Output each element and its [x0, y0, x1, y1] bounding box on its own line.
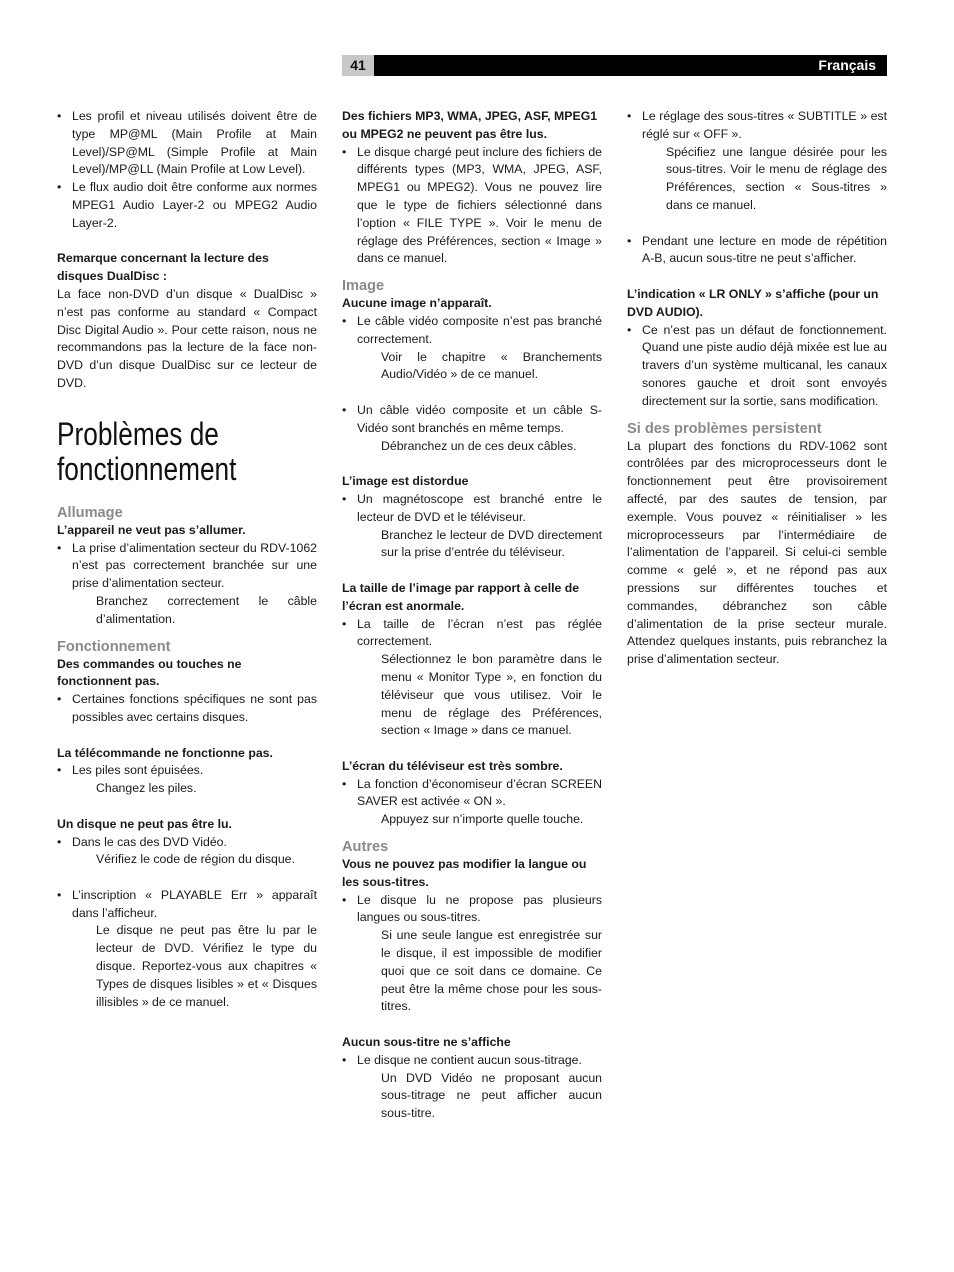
solution-text: Voir le chapitre « Branchements Audio/Vidéo » de ce manuel. [381, 349, 602, 382]
solution-text: Vérifiez le code de région du disque. [96, 852, 295, 867]
list-item: • La fonction d’économiseur d’écran SCREEN SAVER est activée « ON ». [342, 776, 602, 812]
solution-text: Le disque ne peut pas être lu par le lecteur de DVD. Vérifiez le type du disque. Reportez-vous aux chapitres « Types de disques lisibles » et « Disques illisibles » de ce manuel. [96, 923, 317, 1009]
question-heading: Aucun sous-titre ne s’affiche [342, 1035, 511, 1050]
page-number: 41 [342, 55, 374, 76]
solution-text: Débranchez un de ces deux câbles. [381, 438, 577, 453]
section-heading: Autres [342, 839, 389, 856]
list-item: • Dans le cas des DVD Vidéo. [57, 834, 317, 852]
question-heading: Des commandes ou touches ne fonctionnent pas. [57, 656, 242, 689]
list-item: • Le câble vidéo composite n’est pas branché correctement. [342, 313, 602, 349]
section-heading: Fonctionnement [57, 638, 171, 655]
solution-text: Appuyez sur n’importe quelle touche. [381, 812, 584, 827]
question-heading: Des fichiers MP3, WMA, JPEG, ASF, MPEG1 ou MPEG2 ne peuvent pas être lus. [342, 109, 598, 141]
solution-text: Branchez le lecteur de DVD directement sur la prise d’entrée du téléviseur. [381, 527, 602, 560]
list-item: • Le flux audio doit être conforme aux normes MPEG1 Audio Layer-2 ou MPEG2 Audio Layer-2. [57, 179, 317, 232]
question-heading: Un disque ne peut pas être lu. [57, 816, 232, 831]
section-heading: Allumage [57, 504, 123, 521]
column-1 [57, 108, 317, 1011]
solution-text: Un DVD Vidéo ne proposant aucun sous-titrage ne peut afficher aucun sous-titre. [381, 1070, 602, 1121]
question-heading: L’indication « LR ONLY » s’affiche (pour un DVD AUDIO). [627, 286, 879, 319]
solution-text: Changez les piles. [96, 781, 197, 796]
list-item: • Pendant une lecture en mode de répétition A-B, aucun sous-titre ne peut s’afficher. [627, 233, 887, 269]
list-item: • Les profil et niveau utilisés doivent être de type MP@ML (Main Profile at Main Level)/SP@ML (Simple Profile at Main Level)/MP@LL (Main Profile at Low Level). [57, 108, 317, 179]
list-item: • L’inscription « PLAYABLE Err » apparaît dans l’afficheur. [57, 887, 317, 923]
list-item: • Le disque chargé peut inclure des fichiers de différents types (MP3, WMA, JPEG, ASF, MPEG1 ou MPEG2). Vous ne pouvez lire que le type de fichiers sélectionné dans l’option « FILE TYPE ». Voir le menu de réglage des Préférences, section « Image » dans ce manuel. [342, 144, 602, 269]
paragraph: La face non-DVD d’un disque « DualDisc » n’est pas conforme au standard « Compact Disc Digital Audio ». Pour cette raison, nous ne recommandons pas la lecture de la face non-DVD d’un disque DualDisc sur ce lecteur de DVD. [57, 286, 317, 390]
list-item: • Le disque lu ne propose pas plusieurs langues ou sous-titres. [342, 892, 602, 928]
solution-text: Branchez correctement le câble d’alimentation. [96, 593, 317, 626]
question-heading: La taille de l’image par rapport à celle de l’écran est anormale. [342, 580, 580, 613]
solution-text: Spécifiez une langue désirée pour les sous-titres. Voir le menu de réglage des Préférences, section « Sous-titres » dans ce manuel. [666, 144, 887, 212]
question-heading: L’appareil ne veut pas s’allumer. [57, 522, 246, 537]
question-heading: La télécommande ne fonctionne pas. [57, 745, 273, 760]
question-heading: L’image est distordue [342, 474, 469, 489]
solution-text: Sélectionnez le bon paramètre dans le menu « Monitor Type », en fonction du téléviseur que vous utilisez. Voir le menu de réglage des Préférences, section « Image » dans ce manuel. [381, 652, 602, 738]
list-item: • Le disque ne contient aucun sous-titrage. [342, 1052, 602, 1070]
column-2 [342, 108, 602, 1123]
section-heading: Image [342, 278, 385, 295]
list-item: • Ce n’est pas un défaut de fonctionnement. Quand une piste audio déjà mixée est lue au travers d’un système multicanal, les canaux sonores gauche et droit sont envoyés directement sur la sortie, sans modification. [627, 322, 887, 411]
question-heading: Vous ne pouvez pas modifier la langue ou les sous-titres. [342, 857, 587, 889]
question-heading: Remarque concernant la lecture des disques DualDisc : [57, 251, 269, 284]
question-heading: Aucune image n’apparaît. [342, 296, 492, 311]
solution-text: Si une seule langue est enregistrée sur le disque, il est impossible de modifier quoi que ce soit dans ce domaine. Ce peut être la même chose pour les sous-titres. [381, 928, 602, 1014]
paragraph: La plupart des fonctions du RDV-1062 sont contrôlées par des microprocesseurs dont le fonctionnement peut être provisoirement affecté, par des sautes de tension, par exemple. Vous pouvez « réinitialiser » les microprocesseurs par l’intermédiaire de l’alimentation de l’appareil. Si celui-ci semble comme « gelé », et ne répond pas aux pressions sur différentes touches et commandes, débranchez son câble d’alimentation de la prise secteur murale. Attendez quelques instants, puis rebranchez la prise d’alimentation secteur. [627, 438, 887, 667]
list-item: • La taille de l’écran n’est pas réglée correctement. [342, 616, 602, 652]
section-heading: Si des problèmes persistent [627, 420, 822, 437]
column-3 [627, 108, 887, 669]
language-header: Français [374, 55, 887, 76]
list-item: • Un magnétoscope est branché entre le lecteur de DVD et le téléviseur. [342, 491, 602, 527]
page-title-line-2: fonctionnement [57, 450, 237, 487]
question-heading: L’écran du téléviseur est très sombre. [342, 758, 563, 773]
list-item: • Certaines fonctions spécifiques ne sont pas possibles avec certains disques. [57, 691, 317, 727]
list-item: • Les piles sont épuisées. [57, 762, 317, 780]
list-item: • La prise d’alimentation secteur du RDV-1062 n’est pas correctement branchée sur une prise d’alimentation secteur. [57, 540, 317, 593]
page-title-line-1: Problèmes de [57, 415, 219, 452]
list-item: • Le réglage des sous-titres « SUBTITLE » est réglé sur « OFF ». [627, 108, 887, 144]
list-item: • Un câble vidéo composite et un câble S-Vidéo sont branchés en même temps. [342, 402, 602, 438]
